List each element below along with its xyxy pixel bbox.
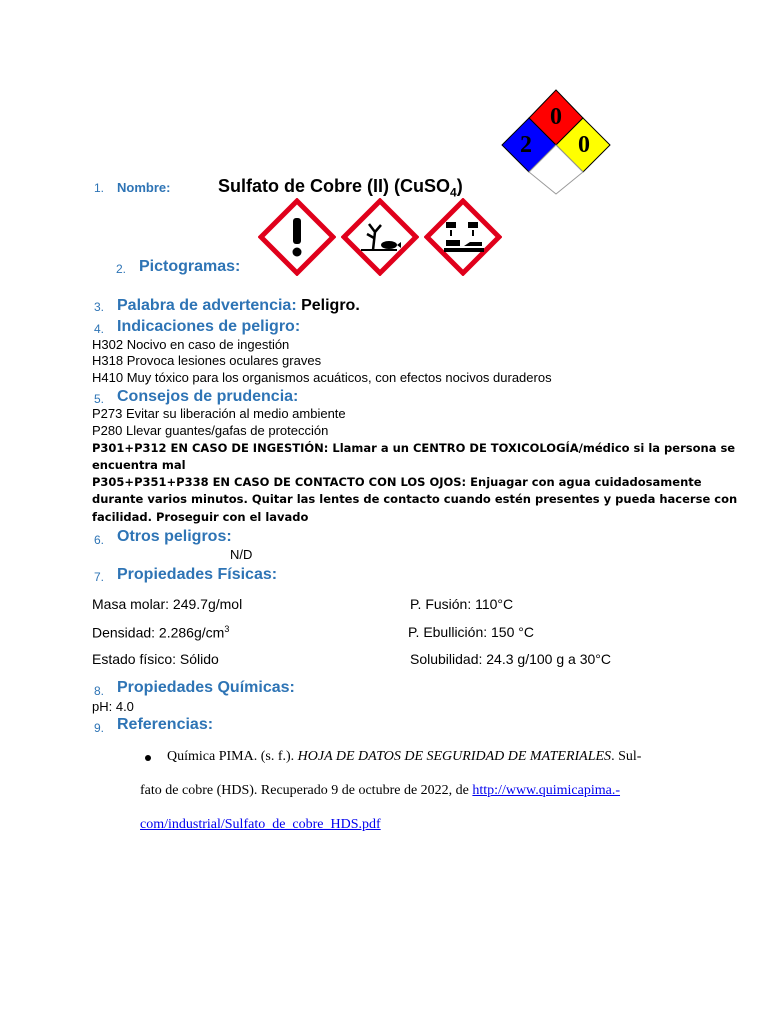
precaution-statement-bold: durante varios minutos. Quitar las lentes de contacto cuando estén presentes y pueda hacerse con: [92, 492, 738, 506]
reference-bullet: [145, 755, 151, 761]
reference-retrieved: fato de cobre (HDS). Recuperado 9 de octubre de 2022, de: [140, 783, 473, 798]
precaution-statement: P273 Evitar su liberación al medio ambiente: [92, 406, 346, 421]
molar-mass: Masa molar: 249.7g/mol: [92, 596, 243, 612]
section-9-number: 9.: [94, 721, 105, 735]
precaution-statement-bold: P305+P351+P338 EN CASO DE CONTACTO CON LOS OJOS: Enjuagar con agua cuidadosamente: [92, 475, 702, 489]
reference-title-end: . Sul-: [611, 749, 642, 764]
section-3-number: 3.: [94, 300, 105, 314]
section-4-heading: Indicaciones de peligro:: [117, 318, 301, 335]
section-1-number: 1.: [94, 181, 105, 195]
precaution-statement-bold: P301+P312 EN CASO DE INGESTIÓN: Llamar a un CENTRO DE TOXICOLOGÍA/médico si la persona se: [92, 441, 736, 455]
section-6-heading: Otros peligros:: [117, 528, 232, 545]
nfpa-diamond: [500, 88, 612, 196]
section-1-label: Nombre:: [117, 180, 171, 195]
section-4-number: 4.: [94, 322, 105, 336]
precaution-statement: P280 Llevar guantes/gafas de protección: [92, 423, 329, 438]
chemical-title-end: ): [456, 176, 463, 196]
density: [92, 624, 229, 641]
nfpa-flammability-value: 0: [550, 104, 562, 130]
other-hazards-value: N/D: [230, 547, 253, 562]
ghs-corrosion-pictogram: [424, 198, 502, 276]
nfpa-health-value: 2: [520, 132, 532, 158]
chemical-title-main: Sulfato de Cobre (II) (CuSO: [218, 176, 450, 196]
precaution-statement-bold: encuentra mal: [92, 458, 186, 472]
physical-state: Estado físico: Sólido: [92, 651, 219, 667]
section-3-heading: [117, 297, 360, 315]
section-7-number: 7.: [94, 570, 105, 584]
ghs-exclamation-pictogram: [258, 198, 336, 276]
precaution-statement-bold: facilidad. Proseguir con el lavado: [92, 510, 309, 524]
ghs-environment-pictogram: [341, 198, 419, 276]
signal-word: Peligro.: [301, 297, 360, 314]
hazard-statement: H318 Provoca lesiones oculares graves: [92, 353, 322, 368]
nfpa-reactivity-value: 0: [578, 132, 590, 158]
section-2-heading: Pictogramas:: [139, 258, 241, 275]
melting-point: P. Fusión: 110°C: [410, 596, 514, 612]
section-8-heading: Propiedades Químicas:: [117, 679, 295, 696]
section-2-number: 2.: [116, 262, 127, 276]
reference-link[interactable]: http://www.quimicapima.-: [472, 783, 621, 798]
reference-line-1: [167, 749, 641, 765]
section-8-number: 8.: [94, 684, 105, 698]
section-7-heading: Propiedades Físicas:: [117, 566, 278, 583]
reference-line-3: [140, 817, 381, 833]
reference-line-2: [140, 783, 620, 799]
reference-title: HOJA DE DATOS DE SEGURIDAD DE MATERIALES: [297, 749, 612, 764]
reference-author: Química PIMA. (s. f.).: [167, 749, 298, 764]
section-3-label: Palabra de advertencia:: [117, 297, 297, 314]
boiling-point: P. Ebullición: 150 °C: [408, 624, 534, 640]
solubility: Solubilidad: 24.3 g/100 g a 30°C: [410, 651, 611, 667]
density-superscript: 3: [224, 624, 230, 634]
hazard-statement: H302 Nocivo en caso de ingestión: [92, 337, 290, 352]
chemical-title: [218, 176, 463, 200]
section-5-heading: Consejos de prudencia:: [117, 388, 299, 405]
ph-value: pH: 4.0: [92, 699, 134, 714]
chemical-title-subscript: 4: [450, 185, 457, 200]
hazard-statement: H410 Muy tóxico para los organismos acuáticos, con efectos nocivos duraderos: [92, 370, 552, 385]
reference-link-continued[interactable]: com/industrial/Sulfato_de_cobre_HDS.pdf: [140, 817, 381, 832]
density-value: Densidad: 2.286g/cm: [92, 624, 225, 641]
section-5-number: 5.: [94, 392, 105, 406]
section-9-heading: Referencias:: [117, 716, 214, 733]
section-6-number: 6.: [94, 533, 105, 547]
